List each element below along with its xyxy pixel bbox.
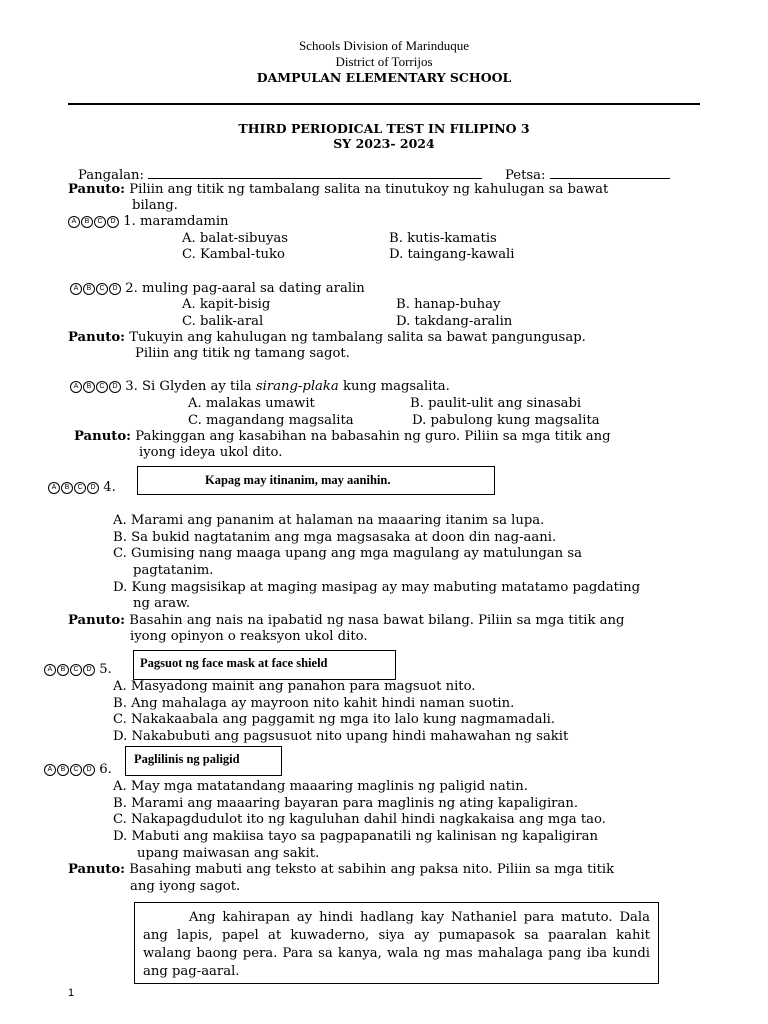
directions-text: Basahing mabuti ang teksto at sabihin ang paksa nito. Piliin sa mga titik — [129, 862, 615, 877]
answer-bubbles[interactable] — [70, 381, 121, 393]
bubble-a[interactable]: A — [70, 283, 82, 295]
bubble-d[interactable]: D — [107, 216, 119, 228]
directions-1 — [68, 182, 608, 198]
question-text-end: kung magsalita. — [338, 379, 450, 394]
proverb-text: Kapag may itinanim, may aanihin. — [205, 473, 391, 487]
choice-b: B. Marami ang maaaring bayaran para maglinis ng ating kapaligiran. — [113, 796, 579, 811]
page-number: 1 — [68, 987, 75, 999]
question-6 — [44, 762, 112, 778]
bubble-d[interactable]: D — [83, 764, 95, 776]
proverb-box — [137, 466, 495, 495]
directions-text: Basahin ang nais na ipabatid ng nasa bawat bilang. Piliin sa mga titik ang — [129, 613, 625, 628]
bubble-d[interactable]: D — [109, 381, 121, 393]
directions-3 — [74, 429, 611, 445]
answer-bubbles[interactable] — [68, 216, 119, 228]
directions-label: Panuto: — [68, 613, 126, 628]
choice-c: C. Gumising nang maaga upang ang mga magulang ay matulungan sa — [113, 546, 582, 561]
test-title: THIRD PERIODICAL TEST IN FILIPINO 3 — [238, 121, 530, 136]
bubble-b[interactable]: B — [81, 216, 93, 228]
directions-4-cont: iyong opinyon o reaksyon ukol dito. — [130, 629, 368, 644]
bubble-d[interactable]: D — [83, 664, 95, 676]
statement-text: Paglilinis ng paligid — [134, 752, 240, 766]
question-text: 3. Si Glyden ay tila — [125, 379, 256, 394]
bubble-a[interactable]: A — [48, 482, 60, 494]
directions-label: Panuto: — [68, 330, 126, 345]
school-name: DAMPULAN ELEMENTARY SCHOOL — [256, 70, 512, 85]
question-text: 2. muling pag-aaral sa dating aralin — [125, 281, 365, 296]
choice-b: B. paulit-ulit ang sinasabi — [410, 396, 582, 411]
choice-c: C. magandang magsalita — [188, 413, 354, 428]
name-blank[interactable] — [148, 166, 482, 179]
date-blank[interactable] — [550, 166, 670, 179]
statement-box — [125, 746, 282, 776]
question-2 — [70, 281, 365, 297]
bubble-c[interactable]: C — [74, 482, 86, 494]
bubble-a[interactable]: A — [44, 664, 56, 676]
question-1 — [68, 214, 229, 230]
reading-passage-box — [134, 902, 659, 984]
directions-5-cont: ang iyong sagot. — [130, 879, 241, 894]
bubble-c[interactable]: C — [70, 664, 82, 676]
reading-passage: Ang kahirapan ay hindi hadlang kay Nathaniel para matuto. Dala ang lapis, papel at kuwaderno, siya ay pumapasok sa paaralan kahit walang baong pera. Para sa kanya, wala ng mas mahalaga pang iba kundi ang pag-aaral. — [143, 910, 650, 979]
choice-a: A. malakas umawit — [188, 396, 315, 411]
bubble-c[interactable]: C — [96, 283, 108, 295]
bubble-b[interactable]: B — [57, 764, 69, 776]
bubble-b[interactable]: B — [83, 381, 95, 393]
bubble-d[interactable]: D — [87, 482, 99, 494]
directions-label: Panuto: — [74, 429, 132, 444]
bubble-d[interactable]: D — [109, 283, 121, 295]
choice-d: D. taingang-kawali — [389, 247, 515, 262]
bubble-c[interactable]: C — [94, 216, 106, 228]
choice-b: B. hanap-buhay — [396, 297, 501, 312]
choice-c: C. Nakapagdudulot ito ng kaguluhan dahil hindi nagkakaisa ang mga tao. — [113, 812, 606, 827]
answer-bubbles[interactable] — [70, 283, 121, 295]
directions-3-cont: iyong ideya ukol dito. — [139, 445, 283, 460]
question-emphasis: sirang-plaka — [255, 379, 339, 394]
directions-label: Panuto: — [68, 862, 126, 877]
choice-b: B. Sa bukid nagtatanim ang mga magsasaka at doon din nag-aani. — [113, 530, 557, 545]
bubble-b[interactable]: B — [61, 482, 73, 494]
choice-b: B. Ang mahalaga ay mayroon nito kahit hindi naman suotin. — [113, 696, 515, 711]
division-name: Schools Division of Marinduque — [298, 38, 470, 53]
question-number: 4. — [103, 480, 116, 495]
choice-d: D. pabulong kung magsalita — [412, 413, 600, 428]
bubble-a[interactable]: A — [68, 216, 80, 228]
answer-bubbles[interactable] — [44, 664, 95, 676]
name-label: Pangalan: — [78, 168, 144, 183]
bubble-b[interactable]: B — [83, 283, 95, 295]
header-divider — [68, 103, 700, 105]
directions-text: Pakinggan ang kasabihan na babasahin ng guro. Piliin sa mga titik ang — [135, 429, 611, 444]
choice-d: D. Kung magsisikap at maging masipag ay may mabuting matatamo pagdating — [113, 580, 641, 595]
choice-b: B. kutis-kamatis — [389, 231, 497, 246]
choice-d: D. Nakabubuti ang pagsusuot nito upang hindi mahawahan ng sakit — [113, 729, 569, 744]
school-year: SY 2023- 2024 — [333, 136, 435, 151]
answer-bubbles[interactable] — [44, 764, 95, 776]
question-5 — [44, 662, 112, 678]
choice-c-cont: pagtatanim. — [133, 563, 214, 578]
bubble-c[interactable]: C — [70, 764, 82, 776]
directions-text: Tukuyin ang kahulugan ng tambalang salita sa bawat pangungusap. — [129, 330, 586, 345]
choice-d-cont: upang maiwasan ang sakit. — [137, 846, 320, 861]
choice-a: A. Masyadong mainit ang panahon para magsuot nito. — [113, 679, 476, 694]
directions-4 — [68, 613, 624, 629]
district-name: District of Torrijos — [335, 54, 433, 69]
directions-text: Piliin ang titik ng tambalang salita na tinutukoy ng kahulugan sa bawat — [129, 182, 609, 197]
choice-d-cont: ng araw. — [133, 596, 191, 611]
bubble-a[interactable]: A — [70, 381, 82, 393]
question-3 — [70, 379, 450, 395]
statement-text: Pagsuot ng face mask at face shield — [140, 656, 328, 670]
directions-1-cont: bilang. — [132, 198, 178, 213]
answer-bubbles[interactable] — [48, 482, 99, 494]
choice-d: D. takdang-aralin — [396, 314, 513, 329]
choice-c: C. Kambal-tuko — [182, 247, 285, 262]
question-number: 5. — [99, 662, 112, 677]
statement-box — [133, 650, 396, 680]
directions-5 — [68, 862, 614, 878]
choice-a: A. kapit-bisig — [182, 297, 271, 312]
bubble-a[interactable]: A — [44, 764, 56, 776]
date-label: Petsa: — [505, 168, 546, 183]
directions-label: Panuto: — [68, 182, 126, 197]
directions-2 — [68, 330, 586, 346]
question-text: 1. maramdamin — [123, 214, 229, 229]
choice-d: D. Mabuti ang makiisa tayo sa pagpapanatili ng kalinisan ng kapaligiran — [113, 829, 599, 844]
directions-2-cont: Piliin ang titik ng tamang sagot. — [135, 346, 350, 361]
question-number: 6. — [99, 762, 112, 777]
choice-a: A. May mga matatandang maaaring maglinis ng paligid natin. — [113, 779, 528, 794]
choice-a: A. Marami ang pananim at halaman na maaaring itanim sa lupa. — [113, 513, 545, 528]
choice-c: C. Nakakaabala ang paggamit ng mga ito lalo kung nagmamadali. — [113, 712, 556, 727]
bubble-c[interactable]: C — [96, 381, 108, 393]
choice-c: C. balik-aral — [182, 314, 264, 329]
choice-a: A. balat-sibuyas — [182, 231, 289, 246]
question-4 — [48, 480, 116, 496]
bubble-b[interactable]: B — [57, 664, 69, 676]
